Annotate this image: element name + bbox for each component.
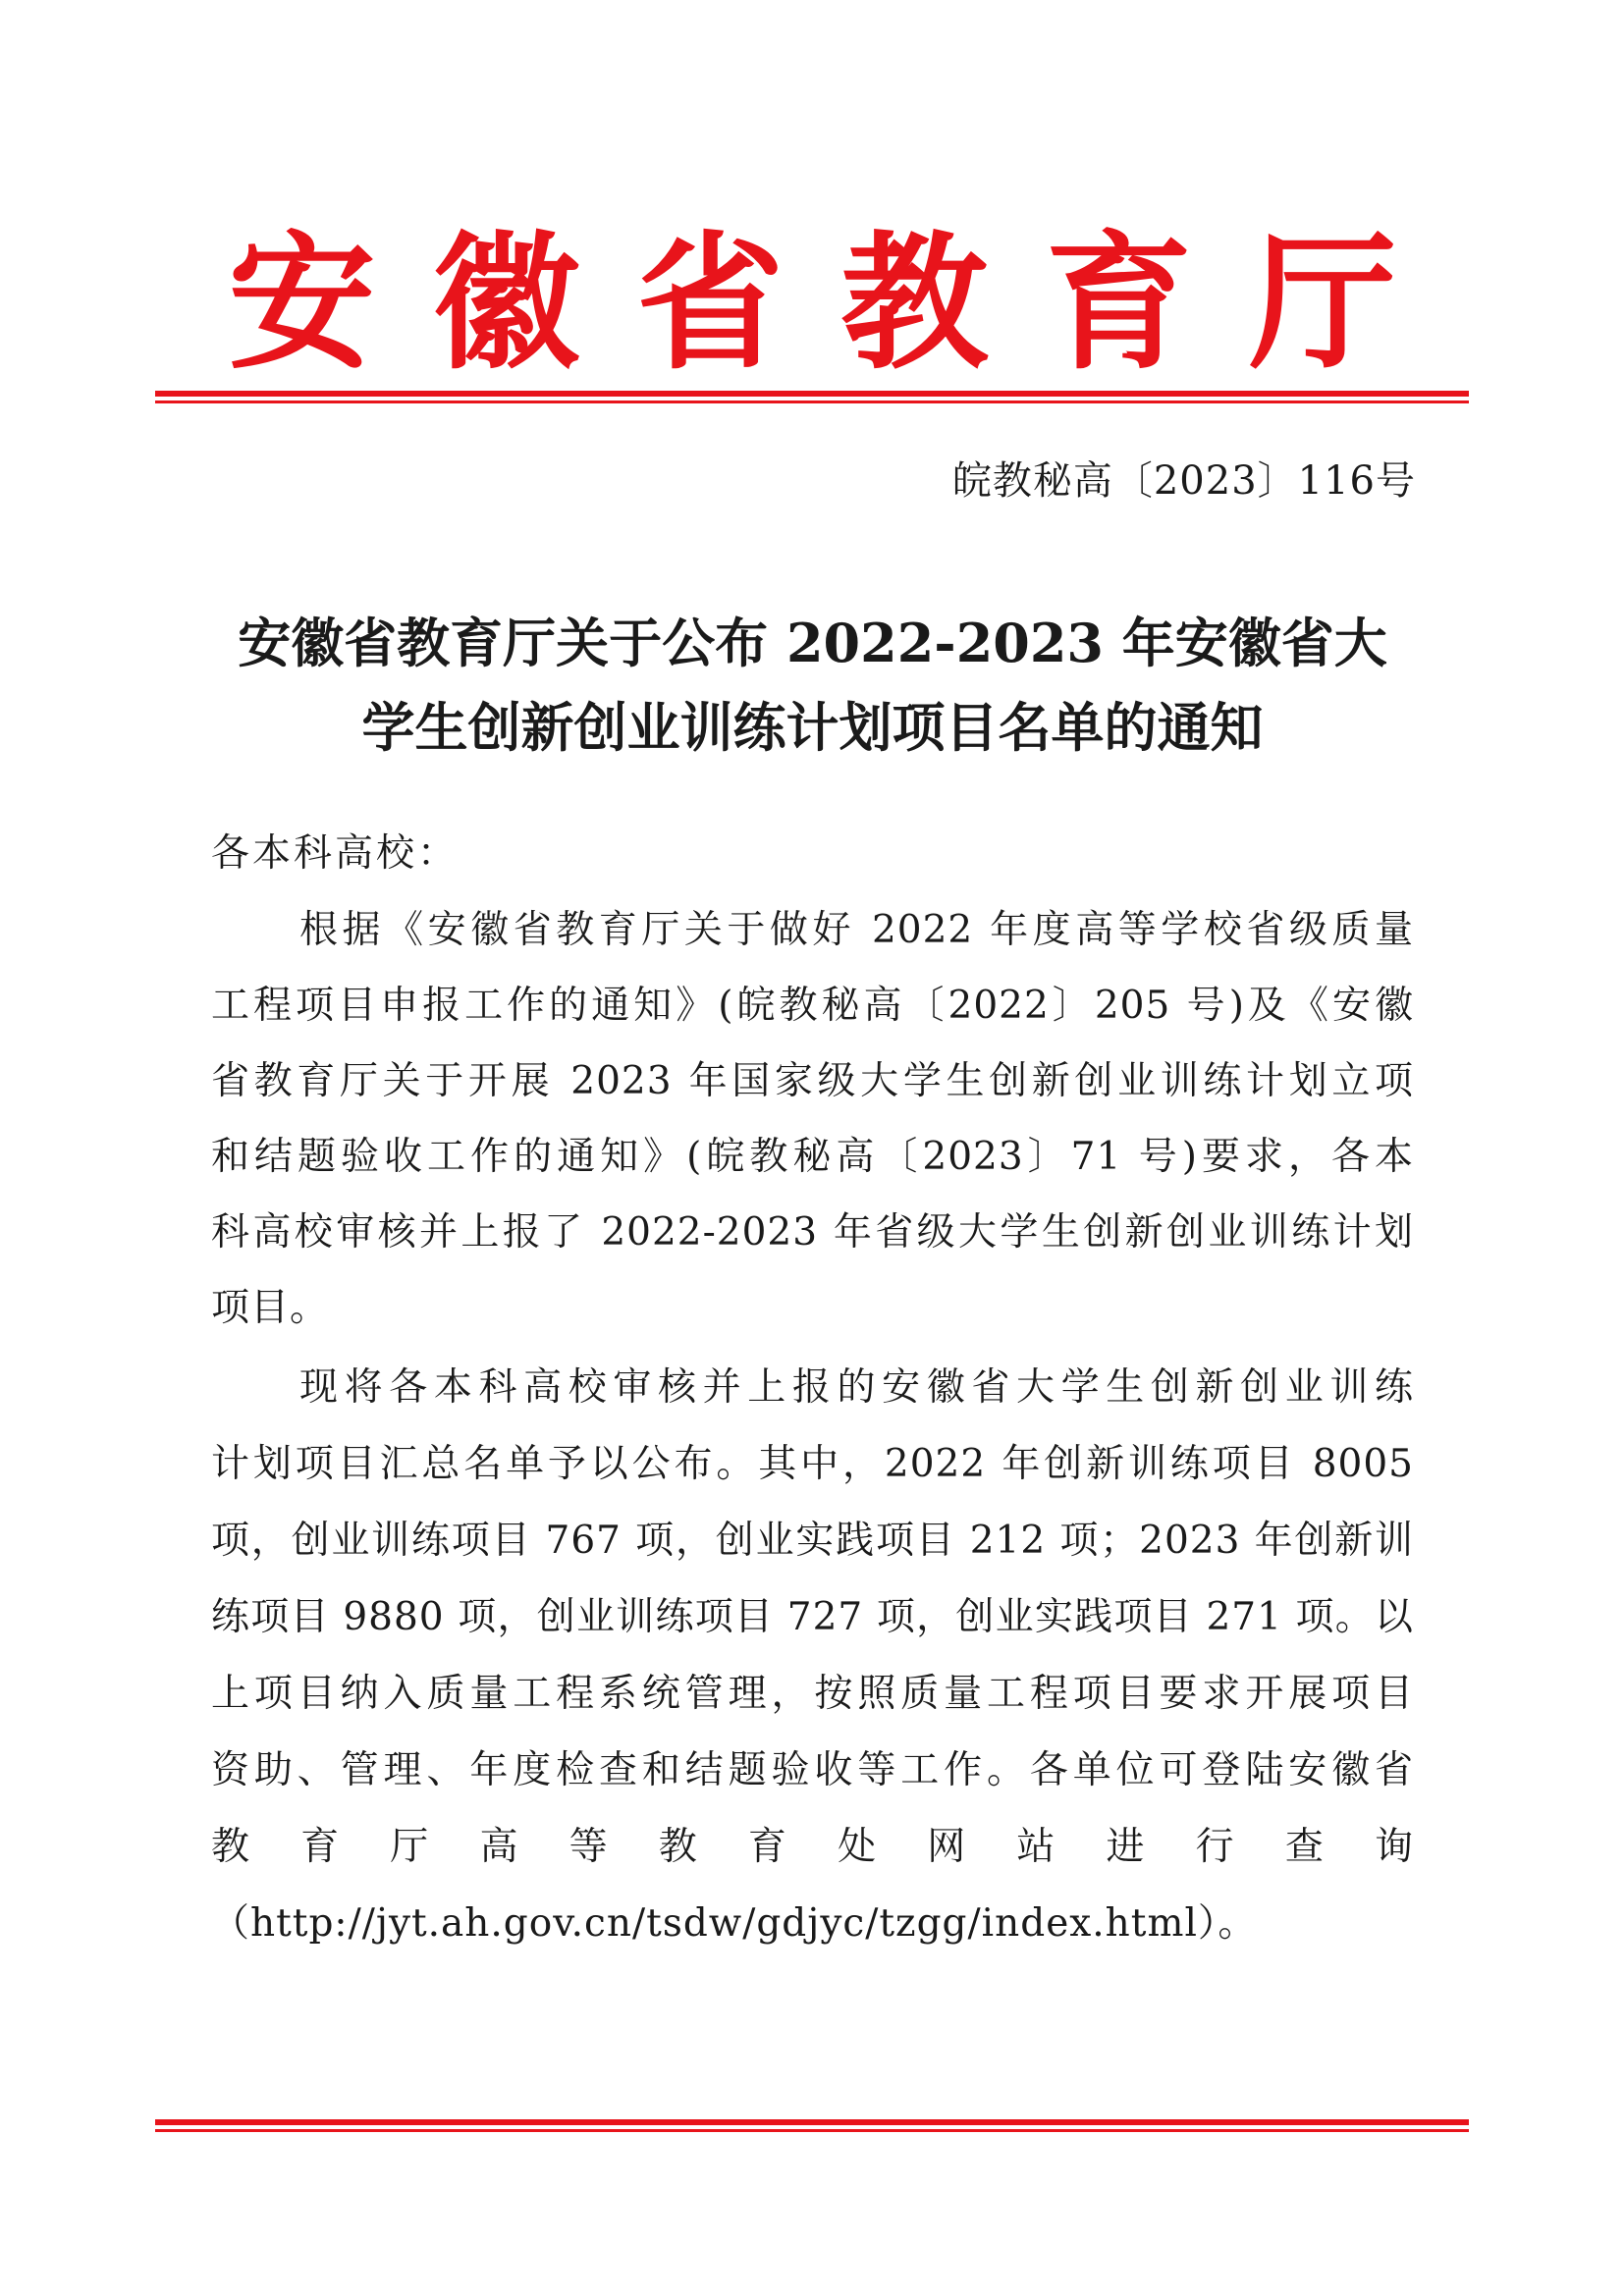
document-title-line-2: 学生创新创业训练计划项目名单的通知 xyxy=(361,696,1264,759)
document-number: 皖教秘高〔2023〕116号 xyxy=(951,458,1416,504)
paragraph-1-line: 和结题验收工作的通知》(皖教秘高〔2023〕71 号)要求，各本 xyxy=(211,1135,1414,1179)
paragraph-2-line: 上项目纳入质量工程系统管理，按照质量工程项目要求开展项目 xyxy=(211,1672,1414,1716)
paragraph-2-line: 练项目 9880 项，创业训练项目 727 项，创业实践项目 271 项。以 xyxy=(211,1595,1414,1639)
paragraph-2-line: 计划项目汇总名单予以公布。其中，2022 年创新训练项目 8005 xyxy=(211,1442,1414,1486)
paragraph-2-line: 资助、管理、年度检查和结题验收等工作。各单位可登陆安徽省 xyxy=(211,1748,1414,1792)
document-title-line-1: 安徽省教育厅关于公布 2022-2023 年安徽省大 xyxy=(238,612,1387,674)
footer-red-rule xyxy=(155,2119,1469,2132)
paragraph-2-line: 项，创业训练项目 767 项，创业实践项目 212 项；2023 年创新训 xyxy=(211,1519,1414,1563)
paragraph-1-line: 工程项目申报工作的通知》(皖教秘高〔2022〕205 号)及《安徽 xyxy=(211,984,1414,1028)
header-red-rule xyxy=(155,391,1469,403)
paragraph-1-line: 项目。 xyxy=(211,1286,330,1330)
masthead-title: 安徽省教育厅 xyxy=(228,219,1454,390)
document-title xyxy=(157,601,1468,770)
paragraph-2-link-line[interactable]: （http://jyt.ah.gov.cn/tsdw/gdjyc/tzgg/index.html）。 xyxy=(211,1901,1258,1946)
salutation: 各本科高校： xyxy=(211,831,460,876)
paragraph-1-line: 根据《安徽省教育厅关于做好 2022 年度高等学校省级质量 xyxy=(299,908,1414,952)
paragraph-2-line: 教 育 厅 高 等 教 育 处 网 站 进 行 查 询 xyxy=(211,1825,1414,1869)
paragraph-2-line: 现将各本科高校审核并上报的安徽省大学生创新创业训练 xyxy=(299,1365,1414,1410)
paragraph-1-line: 省教育厅关于开展 2023 年国家级大学生创新创业训练计划立项 xyxy=(211,1059,1414,1103)
paragraph-1-line: 科高校审核并上报了 2022-2023 年省级大学生创新创业训练计划 xyxy=(211,1210,1414,1255)
